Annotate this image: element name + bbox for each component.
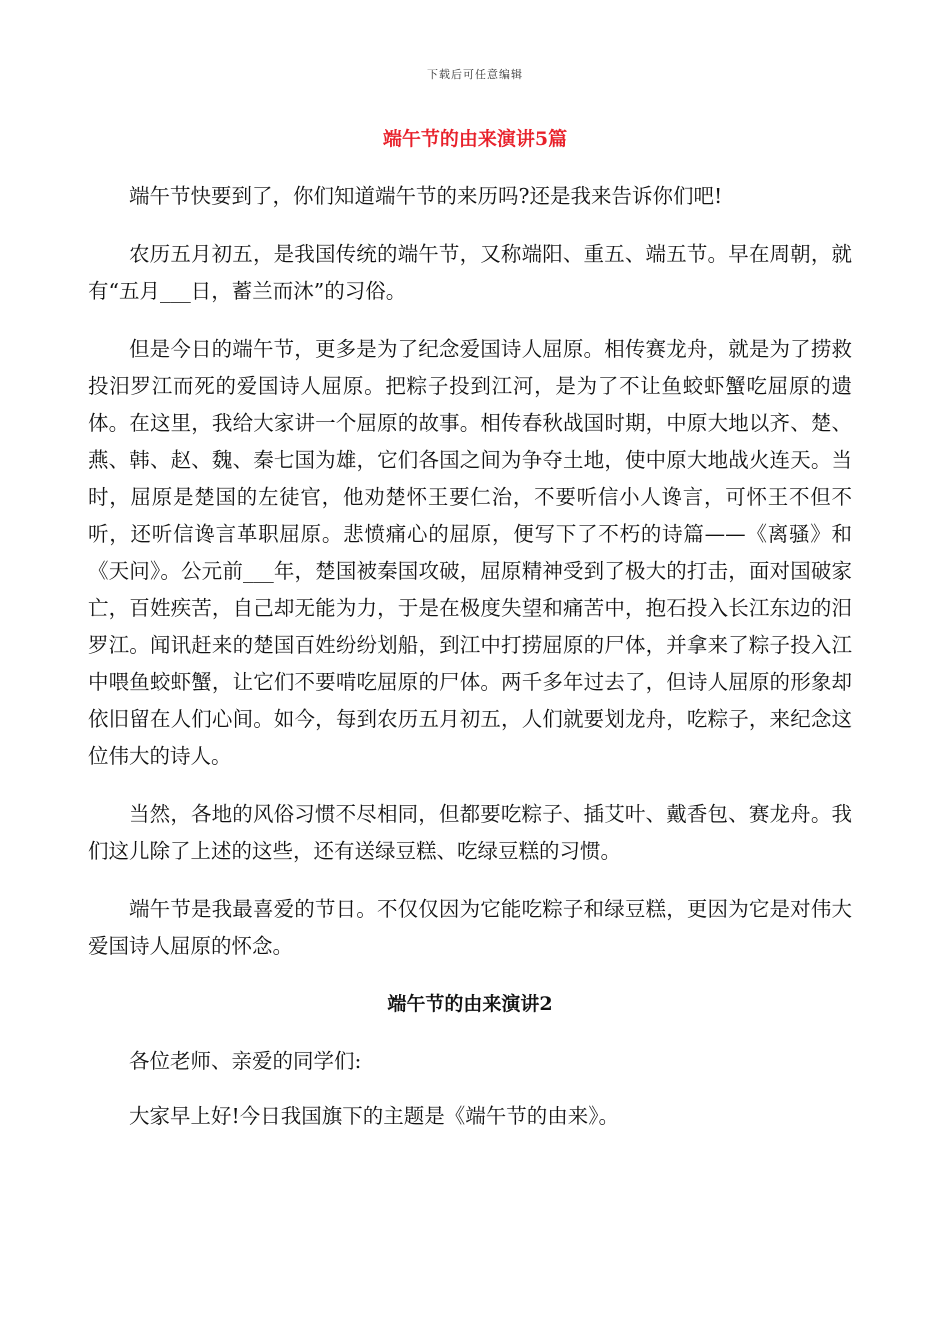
paragraph-4: 当然，各地的风俗习惯不尽相同，但都要吃粽子、插艾叶、戴香包、赛龙舟。我们这儿除了上述的这些，还有送绿豆糕、吃绿豆糕的习惯。: [88, 802, 852, 863]
paragraph-3: 但是今日的端午节，更多是为了纪念爱国诗人屈原。相传赛龙舟，就是为了捞救投汨罗江而死的爱国诗人屈原。把粽子投到江河，是为了不让鱼蛟虾蟹吃屈原的遗体。在这里，我给大家讲一个屈原的故事。相传春秋战国时期，中原大地以齐、楚、燕、韩、赵、魏、秦七国为雄，它们各国之间为争夺土地，使中原大地战火连天。当时，屈原是楚国的左徒官，他劝楚怀王要仁治，不要听信小人谗言，可怀王不但不听，还听信谗言革职屈原。悲愤痛心的屈原，便写下了不朽的诗篇——《离骚》和《天问》。公元前___年，楚国被秦国攻破，屈原精神受到了极大的打击，面对国破家亡，百姓疾苦，自己却无能为力，于是在极度失望和痛苦中，抱石投入长江东边的汨罗江。闻讯赶来的楚国百姓纷纷划船，到江中打捞屈原的尸体，并拿来了粽子投入江中喂鱼蛟虾蟹，让它们不要啃吃屈原的尸体。两千多年过去了，但诗人屈原的形象却依旧留在人们心间。如今，每到农历五月初五，人们就要划龙舟，吃粽子，来纪念这位伟大的诗人。: [88, 337, 852, 768]
document-body: [88, 178, 852, 1153]
section-2-title: 端午节的由来演讲2: [387, 993, 553, 1015]
paragraph-5: 端午节是我最喜爱的节日。不仅仅因为它能吃粽子和绿豆糕，更因为它是对伟大爱国诗人屈原的怀念。: [88, 897, 852, 958]
section-2-paragraph-2: 大家早上好!今日我国旗下的主题是《端午节的由来》。: [129, 1104, 619, 1128]
header-note: 下载后可任意编辑: [427, 68, 523, 81]
paragraph-1: 端午节快要到了，你们知道端午节的来历吗?还是我来告诉你们吧!: [129, 184, 723, 208]
section-2-paragraph-1: 各位老师、亲爱的同学们:: [129, 1049, 362, 1073]
paragraph-2: 农历五月初五，是我国传统的端午节，又称端阳、重五、端五节。早在周朝，就有“五月___日，蓄兰而沐”的习俗。: [88, 242, 852, 303]
document-title: 端午节的由来演讲5篇: [382, 128, 568, 150]
